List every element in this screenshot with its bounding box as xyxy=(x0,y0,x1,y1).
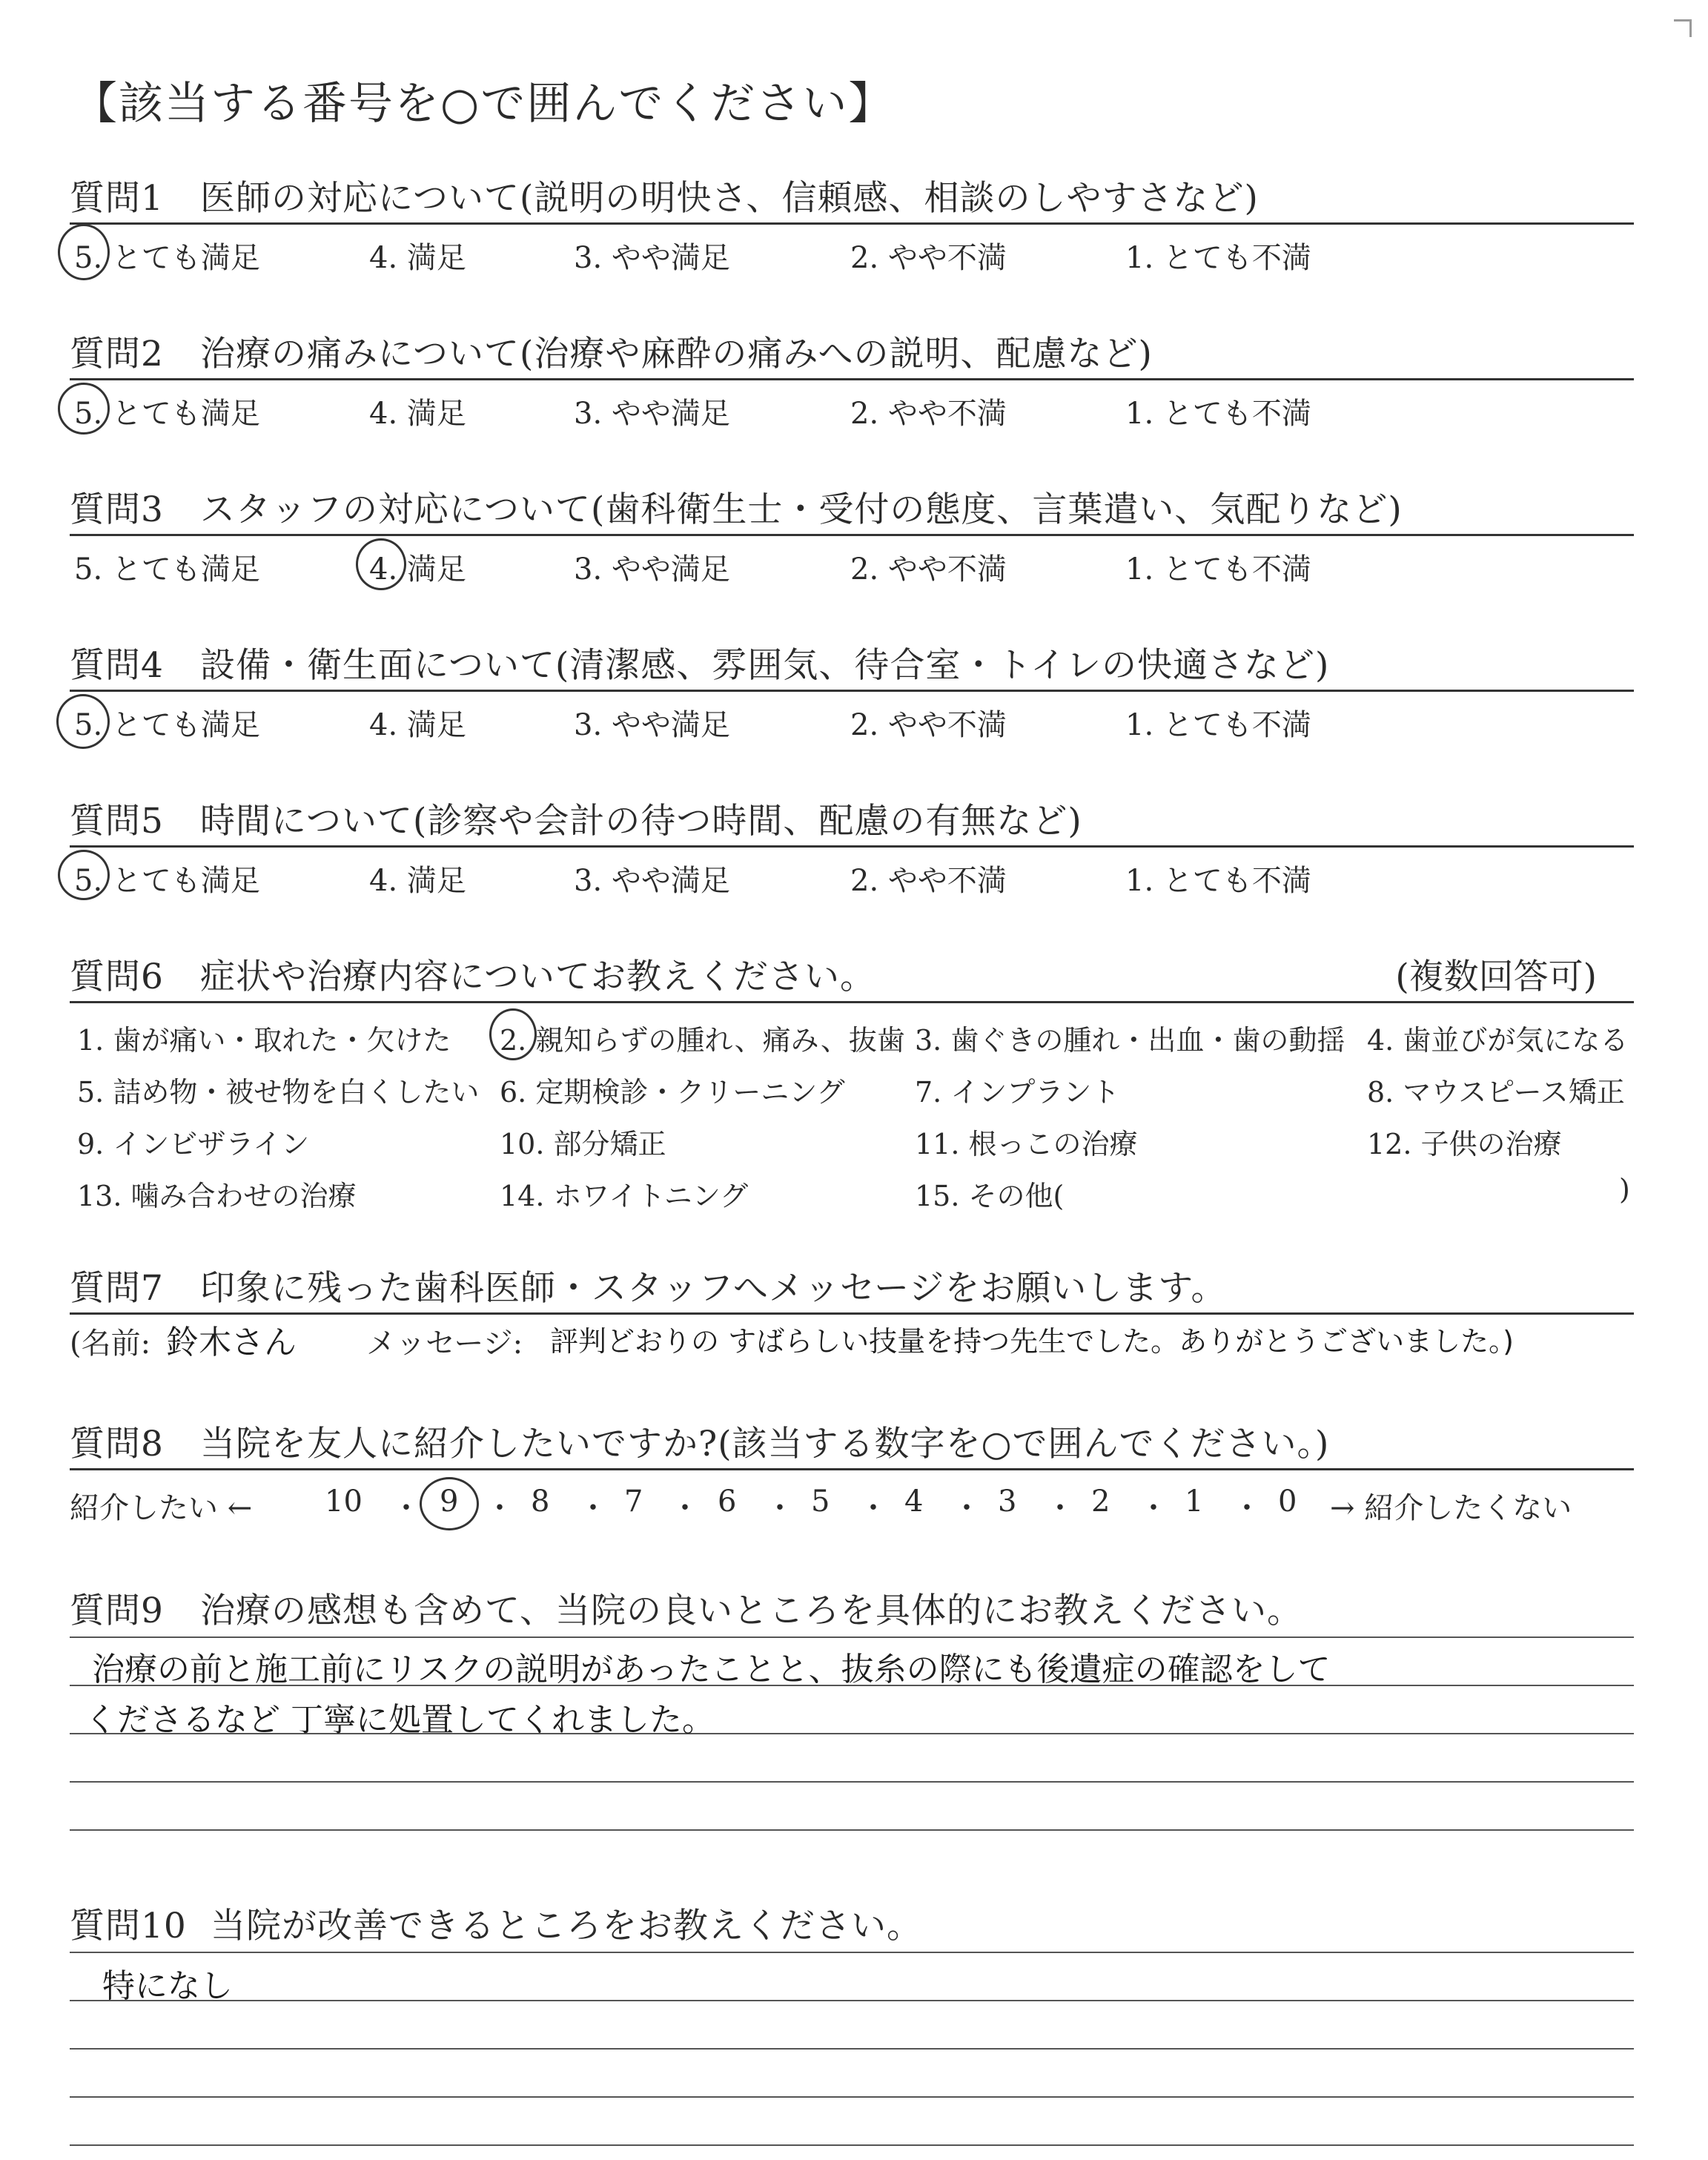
question-title xyxy=(70,793,1082,843)
question-title xyxy=(70,171,1259,220)
option-5[interactable]: 5. とても満足 xyxy=(74,552,260,587)
scale-value-7[interactable]: 7 xyxy=(624,1484,643,1519)
rule xyxy=(70,222,1634,225)
option-3[interactable]: 3. やや満足 xyxy=(574,708,730,742)
treatment-option[interactable]: 14. ホワイトニング xyxy=(500,1180,749,1212)
answer-line xyxy=(70,2096,1634,2098)
treatment-option[interactable]: 9. インビザライン xyxy=(77,1128,310,1160)
treatment-option[interactable]: 1. 歯が痛い・取れた・欠けた xyxy=(77,1024,451,1057)
question-number: 質問8 xyxy=(70,1424,164,1464)
option-4[interactable]: 4. 満足 xyxy=(369,241,466,275)
selection-circle xyxy=(58,850,110,900)
question-number: 質問3 xyxy=(70,489,164,530)
option-5[interactable]: 5. とても満足 xyxy=(74,708,260,742)
rating-options xyxy=(70,390,1634,435)
option-5[interactable]: 5. とても満足 xyxy=(74,397,260,431)
question-text: 症状や治療内容についてお教えください。 xyxy=(200,957,876,997)
multiple-answers-note: (複数回答可) xyxy=(1395,957,1597,997)
question-number: 質問9 xyxy=(70,1591,164,1631)
option-1[interactable]: 1. とても不満 xyxy=(1125,864,1311,898)
answer-line xyxy=(70,2000,1634,2001)
selection-circle xyxy=(356,538,406,590)
question-title xyxy=(70,1898,922,1948)
scale-value-1[interactable]: 1 xyxy=(1185,1484,1204,1519)
message-value[interactable]: 評判どおりの すばらしい技量を持つ先生でした。ありがとうございました。) xyxy=(550,1325,1514,1358)
question-text: 時間について(診察や会計の待つ時間、配慮の有無など) xyxy=(200,801,1082,842)
answer-text[interactable]: くださるなど 丁寧に処置してくれました。 xyxy=(85,1701,715,1739)
treatment-option[interactable]: 2. 親知らずの腫れ、痛み、抜歯 xyxy=(500,1024,905,1057)
treatment-option[interactable]: 7. インプラント xyxy=(915,1076,1120,1109)
rating-options xyxy=(70,546,1634,590)
option-1[interactable]: 1. とても不満 xyxy=(1125,552,1311,587)
question-number: 質問2 xyxy=(70,334,164,374)
treatment-option[interactable]: 5. 詰め物・被せ物を白くしたい xyxy=(77,1076,480,1109)
option-5[interactable]: 5. とても満足 xyxy=(74,241,260,275)
scale-dot: ・ xyxy=(670,1491,700,1525)
rating-options xyxy=(70,857,1634,902)
rating-options xyxy=(70,234,1634,279)
option-2[interactable]: 2. やや不満 xyxy=(850,241,1007,275)
scale-dot: ・ xyxy=(858,1491,888,1525)
question-title xyxy=(70,326,1153,376)
question-text: 当院が改善できるところをお教えください。 xyxy=(211,1906,922,1946)
scale-value-4[interactable]: 4 xyxy=(904,1484,924,1519)
answer-line xyxy=(70,1781,1634,1783)
question-number: 質問7 xyxy=(70,1268,164,1309)
treatment-option[interactable]: 6. 定期検診・クリーニング xyxy=(500,1076,845,1109)
answer-line xyxy=(70,1952,1634,1953)
rule xyxy=(70,534,1634,536)
scale-value-0[interactable]: 0 xyxy=(1278,1484,1297,1519)
option-2[interactable]: 2. やや不満 xyxy=(850,397,1007,431)
option-2[interactable]: 2. やや不満 xyxy=(850,708,1007,742)
scale-dot: ・ xyxy=(578,1491,608,1525)
treatment-option-other[interactable]: 15. その他( xyxy=(915,1180,1065,1212)
page-header: 【該当する番号を○で囲んでください】 xyxy=(73,78,895,130)
question-number: 質問1 xyxy=(70,178,164,219)
rule xyxy=(70,1001,1634,1003)
selection-circle xyxy=(420,1477,479,1530)
option-1[interactable]: 1. とても不満 xyxy=(1125,241,1311,275)
answer-text[interactable]: 特になし xyxy=(102,1967,233,2005)
scale-value-5[interactable]: 5 xyxy=(811,1484,830,1519)
question-text: 医師の対応について(説明の明快さ、信頼感、相談のしやすさなど) xyxy=(200,178,1259,219)
option-1[interactable]: 1. とても不満 xyxy=(1125,397,1311,431)
question-title xyxy=(70,949,875,999)
scale-dot: ・ xyxy=(391,1491,421,1525)
selection-circle xyxy=(489,1008,537,1060)
question-text: 設備・衛生面について(清潔感、雰囲気、待合室・トイレの快適さなど) xyxy=(200,645,1330,686)
scale-value-6[interactable]: 6 xyxy=(718,1484,737,1519)
treatment-option[interactable]: 13. 噛み合わせの治療 xyxy=(77,1180,357,1212)
treatment-option[interactable]: 3. 歯ぐきの腫れ・出血・歯の動揺 xyxy=(915,1024,1345,1057)
question-text: 治療の感想も含めて、当院の良いところを具体的にお教えください。 xyxy=(200,1591,1303,1631)
rule xyxy=(70,378,1634,380)
question-number: 質問5 xyxy=(70,801,164,842)
treatment-option[interactable]: 12. 子供の治療 xyxy=(1367,1128,1562,1160)
option-4[interactable]: 4. 満足 xyxy=(369,397,466,431)
corner-mark xyxy=(1689,19,1692,37)
scale-value-2[interactable]: 2 xyxy=(1091,1484,1110,1519)
option-2[interactable]: 2. やや不満 xyxy=(850,552,1007,587)
scale-dot: ・ xyxy=(485,1491,514,1525)
option-3[interactable]: 3. やや満足 xyxy=(574,552,730,587)
option-5[interactable]: 5. とても満足 xyxy=(74,864,260,898)
question-text: 当院を友人に紹介したいですか?(該当する数字を○で囲んでください。) xyxy=(200,1424,1330,1464)
scale-dot: ・ xyxy=(1232,1491,1262,1525)
scale-dot: ・ xyxy=(952,1491,982,1525)
rule xyxy=(70,1468,1634,1470)
question-title xyxy=(70,1583,1302,1633)
name-label: (名前: xyxy=(70,1327,151,1361)
selection-circle xyxy=(56,694,110,749)
answer-line xyxy=(70,1829,1634,1831)
treatment-option[interactable]: 4. 歯並びが気になる xyxy=(1367,1024,1629,1057)
question-number: 質問4 xyxy=(70,645,164,686)
answer-line xyxy=(70,1636,1634,1638)
option-3[interactable]: 3. やや満足 xyxy=(574,864,730,898)
rating-options xyxy=(70,701,1634,746)
question-title xyxy=(70,638,1329,687)
treatment-option[interactable]: 8. マウスピース矯正 xyxy=(1367,1076,1625,1109)
scale-value-10[interactable]: 10 xyxy=(325,1484,363,1519)
name-value[interactable]: 鈴木さん xyxy=(166,1324,297,1361)
scale-value-8[interactable]: 8 xyxy=(531,1484,550,1519)
message-label: メッセージ: xyxy=(366,1327,523,1361)
scale-right-label: → 紹介したくない xyxy=(1330,1491,1572,1525)
rule xyxy=(70,845,1634,848)
answer-text[interactable]: 治療の前と施工前にリスクの説明があったことと、抜糸の際にも後遺症の確認をして xyxy=(92,1651,1331,1688)
scale-dot: ・ xyxy=(1139,1491,1168,1525)
scale-left-label: 紹介したい ← xyxy=(70,1491,253,1525)
rule xyxy=(70,690,1634,692)
option-3[interactable]: 3. やや満足 xyxy=(574,397,730,431)
answer-line xyxy=(70,2144,1634,2146)
question-text: 印象に残った歯科医師・スタッフへメッセージをお願いします。 xyxy=(200,1268,1227,1309)
question-number: 質問10 xyxy=(70,1906,187,1946)
answer-line xyxy=(70,2048,1634,2050)
scale-value-9[interactable]: 9 xyxy=(440,1484,459,1519)
question-title xyxy=(70,482,1403,532)
question-number: 質問6 xyxy=(70,957,164,997)
option-4[interactable]: 4. 満足 xyxy=(369,708,466,742)
scale-dot: ・ xyxy=(765,1491,795,1525)
option-4[interactable]: 4. 満足 xyxy=(369,864,466,898)
other-close-paren: ) xyxy=(1619,1173,1630,1206)
option-3[interactable]: 3. やや満足 xyxy=(574,241,730,275)
question-text: 治療の痛みについて(治療や麻酔の痛みへの説明、配慮など) xyxy=(200,334,1153,374)
question-title xyxy=(70,1261,1226,1310)
option-2[interactable]: 2. やや不満 xyxy=(850,864,1007,898)
question-text: スタッフの対応について(歯科衛生士・受付の態度、言葉遣い、気配りなど) xyxy=(200,489,1403,530)
scale-dot: ・ xyxy=(1045,1491,1075,1525)
option-1[interactable]: 1. とても不満 xyxy=(1125,708,1311,742)
question-title xyxy=(70,1416,1329,1466)
option-4[interactable]: 4. 満足 xyxy=(369,552,466,587)
scale-value-3[interactable]: 3 xyxy=(998,1484,1017,1519)
selection-circle xyxy=(58,383,110,435)
selection-circle xyxy=(58,224,110,280)
treatment-option[interactable]: 10. 部分矯正 xyxy=(500,1128,666,1160)
rule xyxy=(70,1312,1634,1315)
treatment-option[interactable]: 11. 根っこの治療 xyxy=(915,1128,1138,1160)
